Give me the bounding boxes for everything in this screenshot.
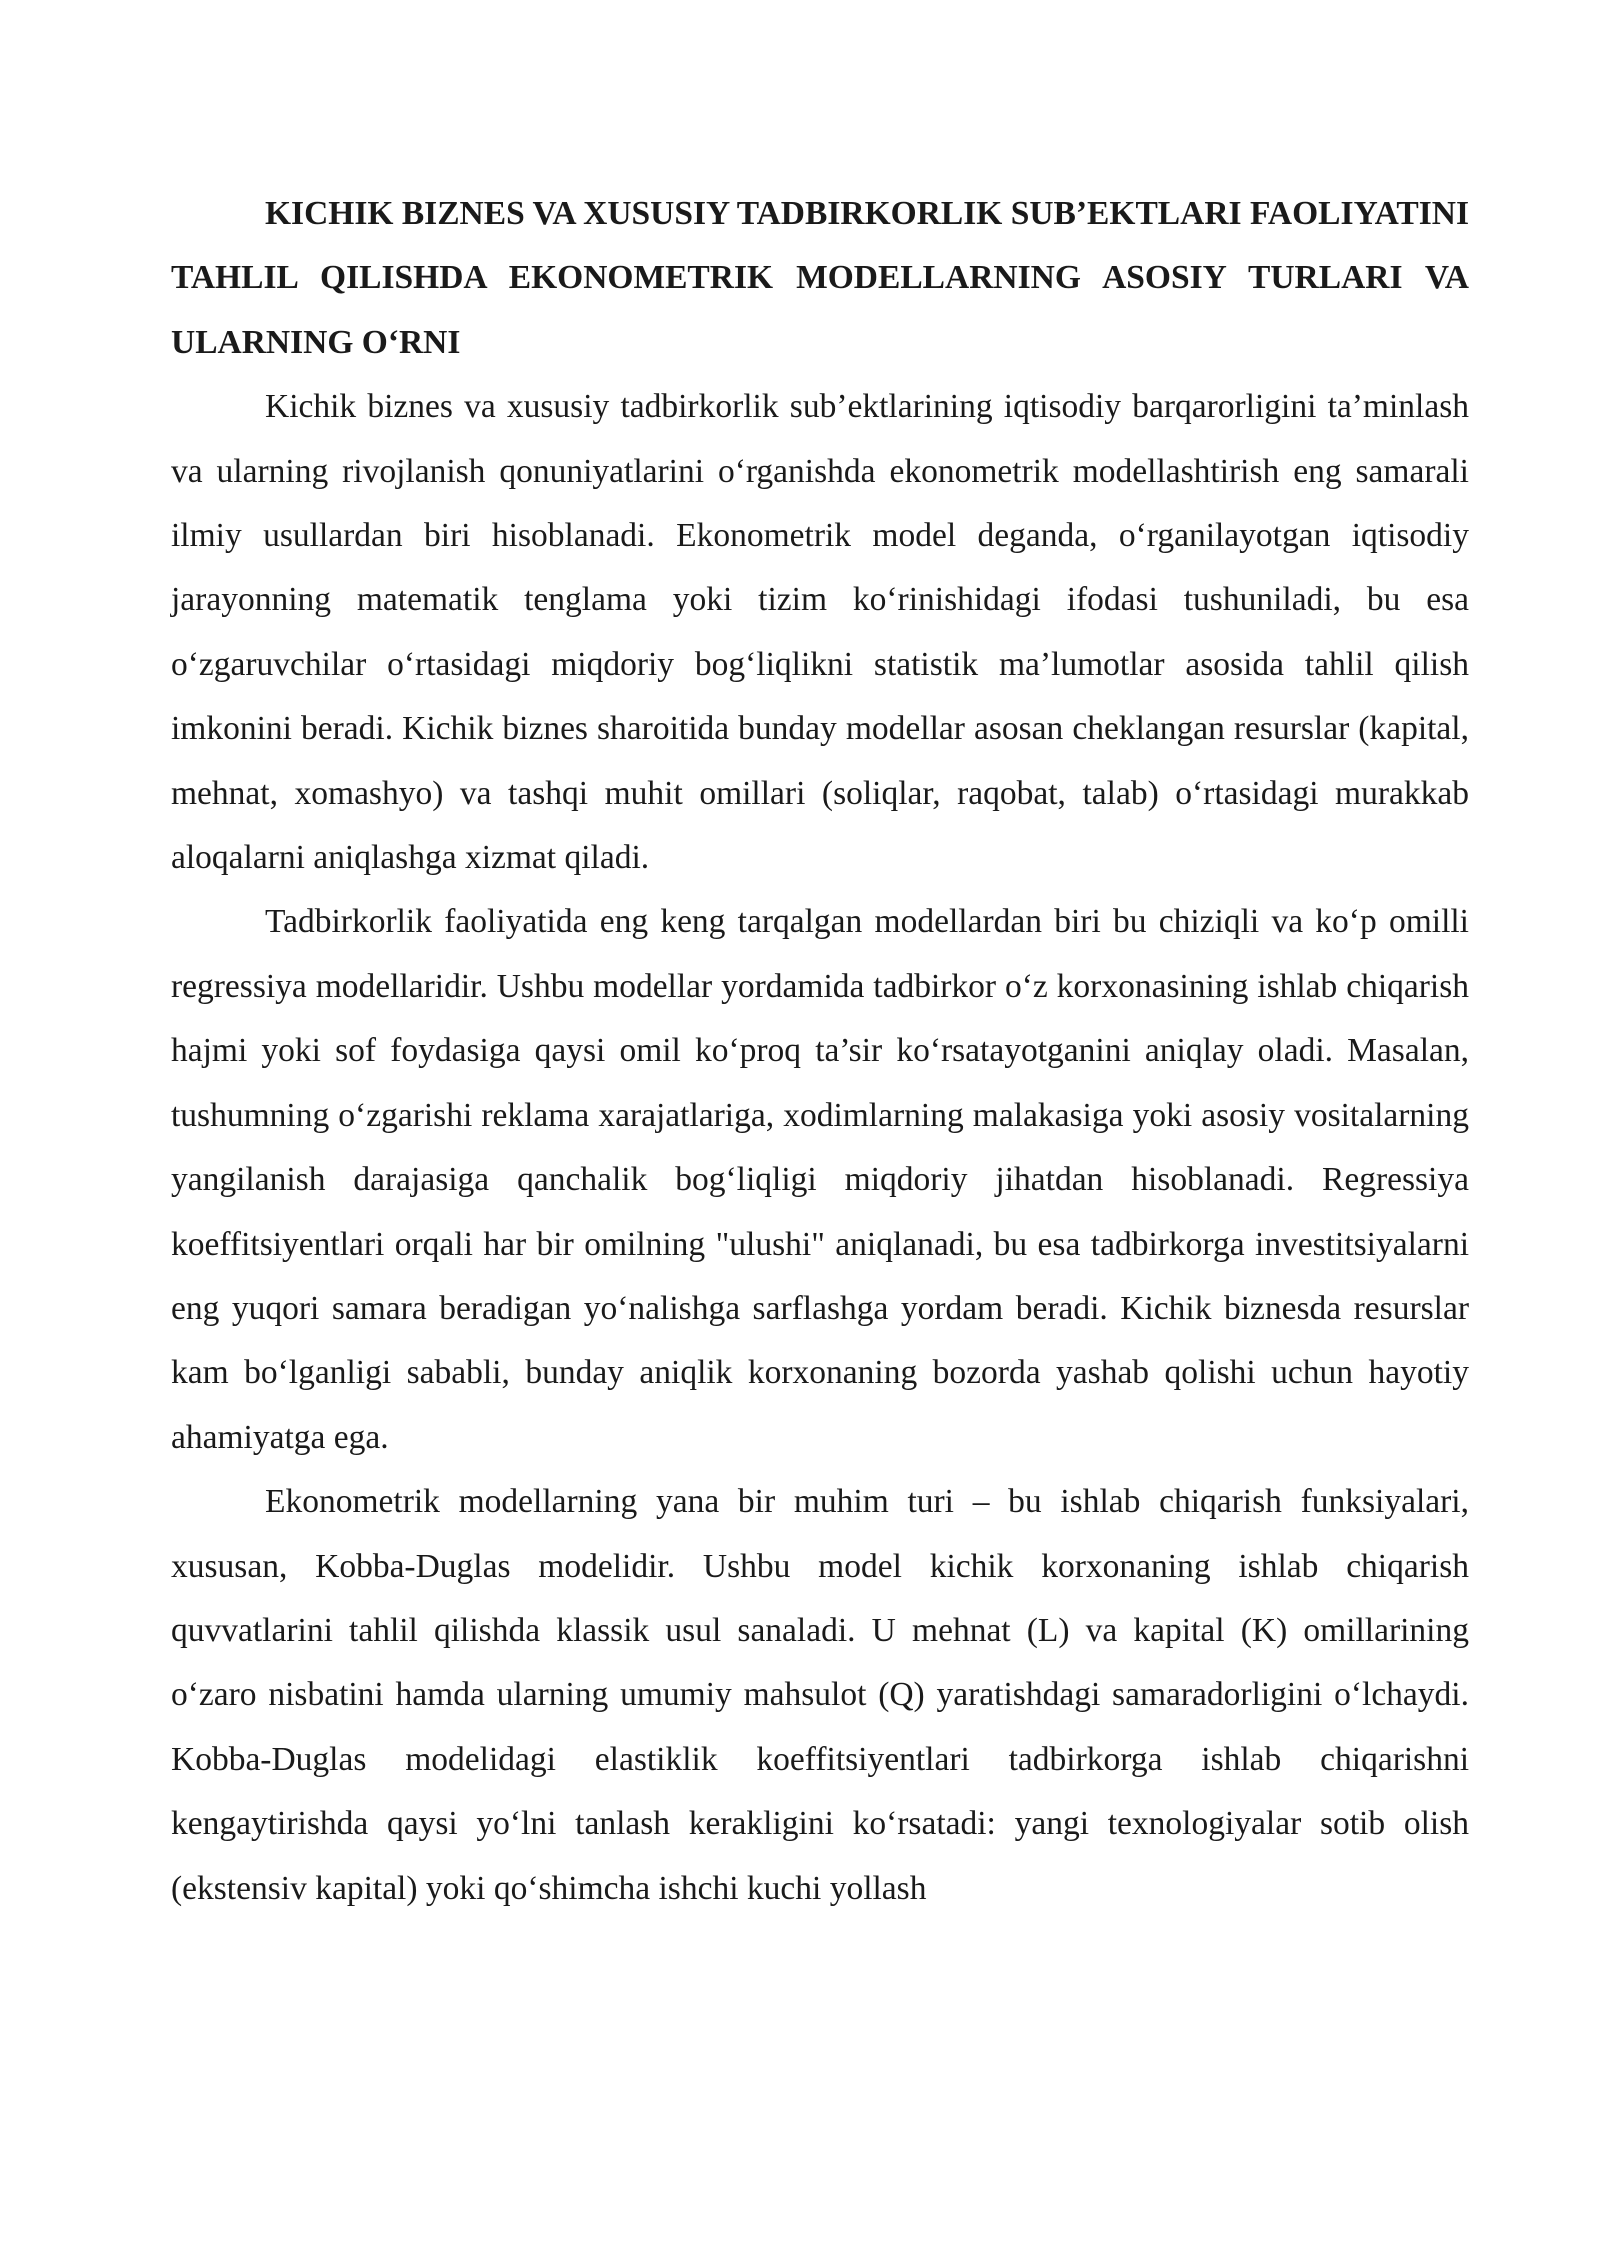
document-page	[171, 182, 1469, 1921]
document-title: KICHIK BIZNES VA XUSUSIY TADBIRKORLIK SUB’EKTLARI FAOLIYATINI TAHLIL QILISHDA EKONOMETRIK MODELLARNING ASOSIY TURLARI VA ULARNING O‘RNI	[171, 195, 1469, 361]
paragraph-1: Kichik biznes va xususiy tadbirkorlik sub’ektlarining iqtisodiy barqarorligini ta’minlash va ularning rivojlanish qonuniyatlarini o‘rganishda ekonometrik modellashtirish eng samarali ilmiy usullardan biri hisoblanadi. Ekonometrik model deganda, o‘rganilayotgan iqtisodiy jarayonning matematik tenglama yoki tizim ko‘rinishidagi ifodasi tushuniladi, bu esa o‘zgaruvchilar o‘rtasidagi miqdoriy bog‘liqlikni statistik ma’lumotlar asosida tahlil qilish imkonini beradi. Kichik biznes sharoitida bunday modellar asosan cheklangan resurslar (kapital, mehnat, xomashyo) va tashqi muhit omillari (soliqlar, raqobat, talab) o‘rtasidagi murakkab aloqalarni aniqlashga xizmat qiladi.	[171, 388, 1469, 877]
paragraph-2: Tadbirkorlik faoliyatida eng keng tarqalgan modellardan biri bu chiziqli va ko‘p omilli regressiya modellaridir. Ushbu modellar yordamida tadbirkor o‘z korxonasining ishlab chiqarish hajmi yoki sof foydasiga qaysi omil ko‘proq ta’sir ko‘rsatayotganini aniqlay oladi. Masalan, tushumning o‘zgarishi reklama xarajatlariga, xodimlarning malakasiga yoki asosiy vositalarning yangilanish darajasiga qanchalik bog‘liqligi miqdoriy jihatdan hisoblanadi. Regressiya koeffitsiyentlari orqali har bir omilning "ulushi" aniqlanadi, bu esa tadbirkorga investitsiyalarni eng yuqori samara beradigan yo‘nalishga sarflashga yordam beradi. Kichik biznesda resurslar kam bo‘lganligi sababli, bunday aniqlik korxonaning bozorda yashab qolishi uchun hayotiy ahamiyatga ega.	[171, 903, 1469, 1456]
paragraph-3: Ekonometrik modellarning yana bir muhim turi – bu ishlab chiqarish funksiyalari, xususan, Kobba-Duglas modelidir. Ushbu model kichik korxonaning ishlab chiqarish quvvatlarini tahlil qilishda klassik usul sanaladi. U mehnat (L) va kapital (K) omillarining o‘zaro nisbatini hamda ularning umumiy mahsulot (Q) yaratishdagi samaradorligini o‘lchaydi. Kobba-Duglas modelidagi elastiklik koeffitsiyentlari tadbirkorga ishlab chiqarishni kengaytirishda qaysi yo‘lni tanlash kerakligini ko‘rsatadi: yangi texnologiyalar sotib olish (ekstensiv kapital) yoki qo‘shimcha ishchi kuchi yollash	[171, 1483, 1469, 1907]
